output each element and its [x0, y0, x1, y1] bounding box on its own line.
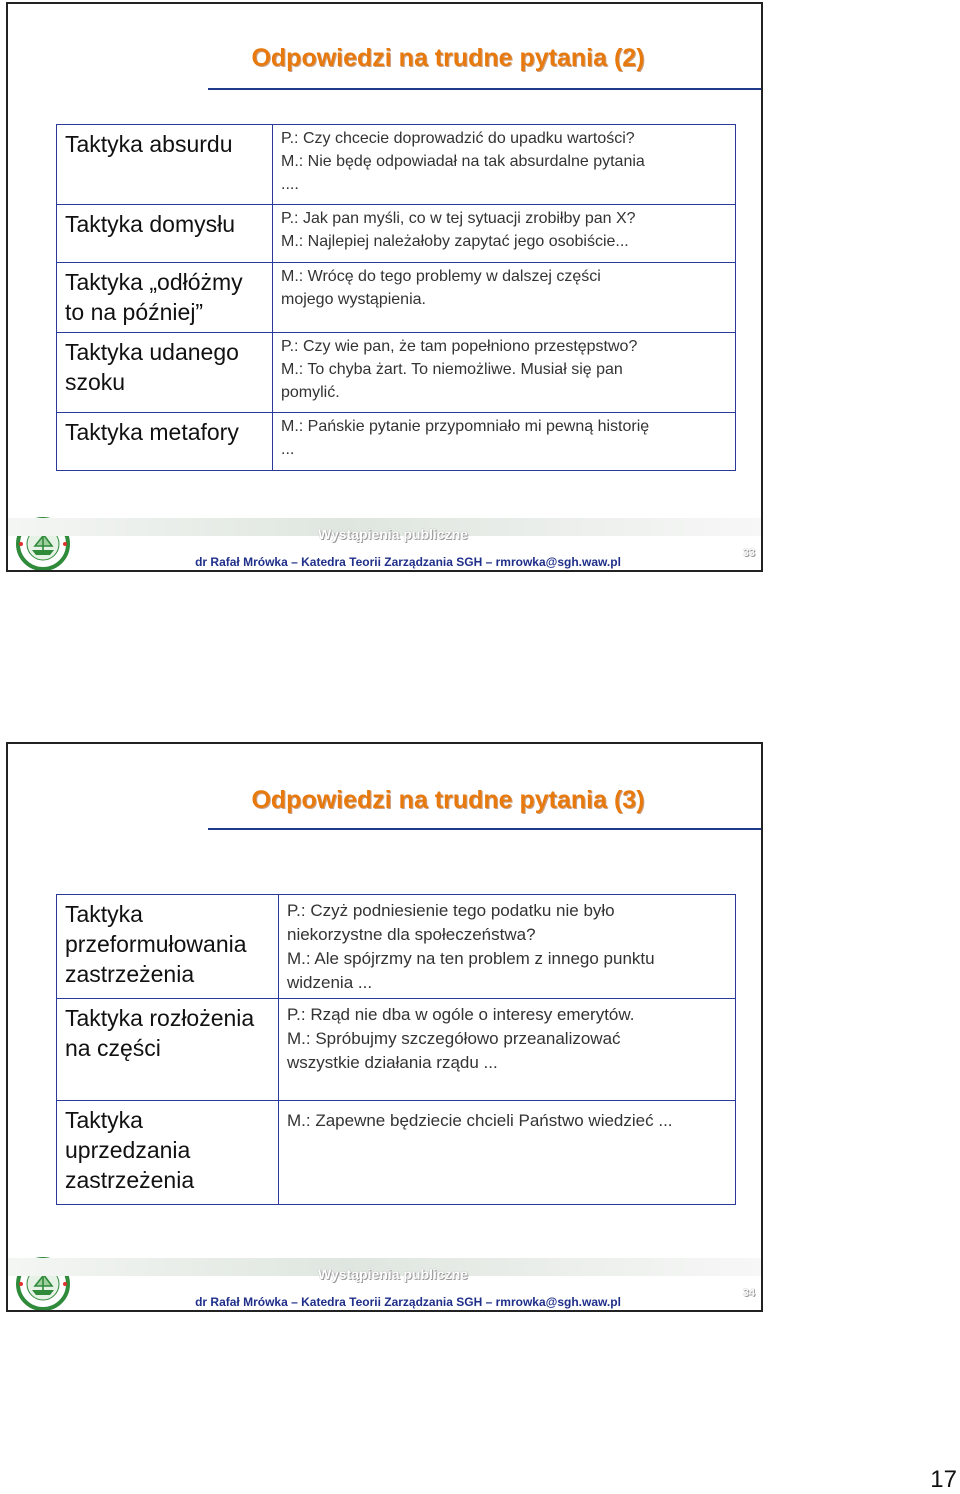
dialogue-cell: [279, 1101, 736, 1205]
slide-title: Odpowiedzi na trudne pytania (2): [251, 44, 645, 72]
footer-author: dr Rafał Mrówka – Katedra Teorii Zarządzania SGH – rmrowka@sgh.waw.pl: [195, 555, 621, 569]
slide-title: Odpowiedzi na trudne pytania (3): [251, 786, 645, 814]
page-number: 17: [930, 1466, 957, 1493]
dialogue-line: P.: Czy wie pan, że tam popełniono przestępstwo?: [281, 338, 638, 355]
footer-heading: Wystąpienia publiczne: [318, 1266, 468, 1282]
dialogue-line: M.: Pańskie pytanie przypomniało mi pewną historię: [281, 418, 650, 435]
slide-34: [6, 742, 763, 1312]
dialogue-line: P.: Jak pan myśli, co w tej sytuacji zrobiłby pan X?: [281, 210, 636, 227]
table-row: [57, 413, 736, 471]
footer-heading: Wystąpienia publiczne: [318, 526, 468, 542]
tactics-table: [56, 124, 736, 471]
table-row: [57, 1101, 736, 1205]
tactic-name: Taktyka udanego szoku: [57, 333, 273, 413]
table-row: [57, 895, 736, 999]
dialogue-cell: [273, 205, 736, 263]
slide-number: 33: [742, 547, 755, 559]
tactic-name: Taktyka uprzedzania zastrzeżenia: [57, 1101, 279, 1205]
slide-33: [6, 2, 763, 572]
tactic-name: Taktyka domysłu: [57, 205, 273, 263]
footer-author: dr Rafał Mrówka – Katedra Teorii Zarządzania SGH – rmrowka@sgh.waw.pl: [195, 1295, 621, 1309]
dialogue-line: M.: Ale spójrzmy na ten problem z innego punktu: [287, 949, 655, 968]
dialogue-line: M.: To chyba żart. To niemożliwe. Musiał się pan: [281, 361, 623, 378]
dialogue-line: M.: Nie będę odpowiadał na tak absurdalne pytania: [281, 153, 645, 170]
dialogue-cell: [273, 413, 736, 471]
table-row: [57, 999, 736, 1101]
table-row: [57, 263, 736, 333]
title-underline: [208, 828, 761, 830]
dialogue-line: P.: Rząd nie dba w ogóle o interesy emerytów.: [287, 1005, 635, 1024]
dialogue-line: P.: Czy chcecie doprowadzić do upadku wartości?: [281, 130, 635, 147]
tactics-table: [56, 894, 736, 1205]
tactic-name: Taktyka rozłożenia na części: [57, 999, 279, 1101]
title-underline: [208, 88, 761, 90]
dialogue-line: wszystkie działania rządu ...: [287, 1053, 498, 1072]
dialogue-cell: [273, 263, 736, 333]
dialogue-line: M.: Wrócę do tego problemy w dalszej części: [281, 268, 601, 285]
slide-number: 34: [742, 1287, 755, 1299]
dialogue-cell: [279, 999, 736, 1101]
tactic-name: Taktyka „odłóżmy to na później”: [57, 263, 273, 333]
tactic-name: Taktyka metafory: [57, 413, 273, 471]
table-row: [57, 205, 736, 263]
dialogue-cell: [273, 125, 736, 205]
dialogue-line: pomylić.: [281, 384, 340, 401]
tactic-name: Taktyka absurdu: [57, 125, 273, 205]
dialogue-line: M.: Spróbujmy szczegółowo przeanalizować: [287, 1029, 621, 1048]
dialogue-line: M.: Najlepiej należałoby zapytać jego osobiście...: [281, 233, 629, 250]
dialogue-line: ....: [281, 176, 299, 193]
dialogue-line: mojego wystąpienia.: [281, 291, 426, 308]
dialogue-cell: [273, 333, 736, 413]
dialogue-line: ...: [281, 441, 295, 458]
dialogue-line: M.: Zapewne będziecie chcieli Państwo wiedzieć ...: [287, 1111, 673, 1130]
dialogue-line: widzenia ...: [287, 973, 373, 992]
dialogue-line: niekorzystne dla społeczeństwa?: [287, 925, 536, 944]
dialogue-cell: [279, 895, 736, 999]
table-row: [57, 125, 736, 205]
table-row: [57, 333, 736, 413]
dialogue-line: P.: Czyż podniesienie tego podatku nie było: [287, 901, 615, 920]
tactic-name: Taktyka przeformułowania zastrzeżenia: [57, 895, 279, 999]
